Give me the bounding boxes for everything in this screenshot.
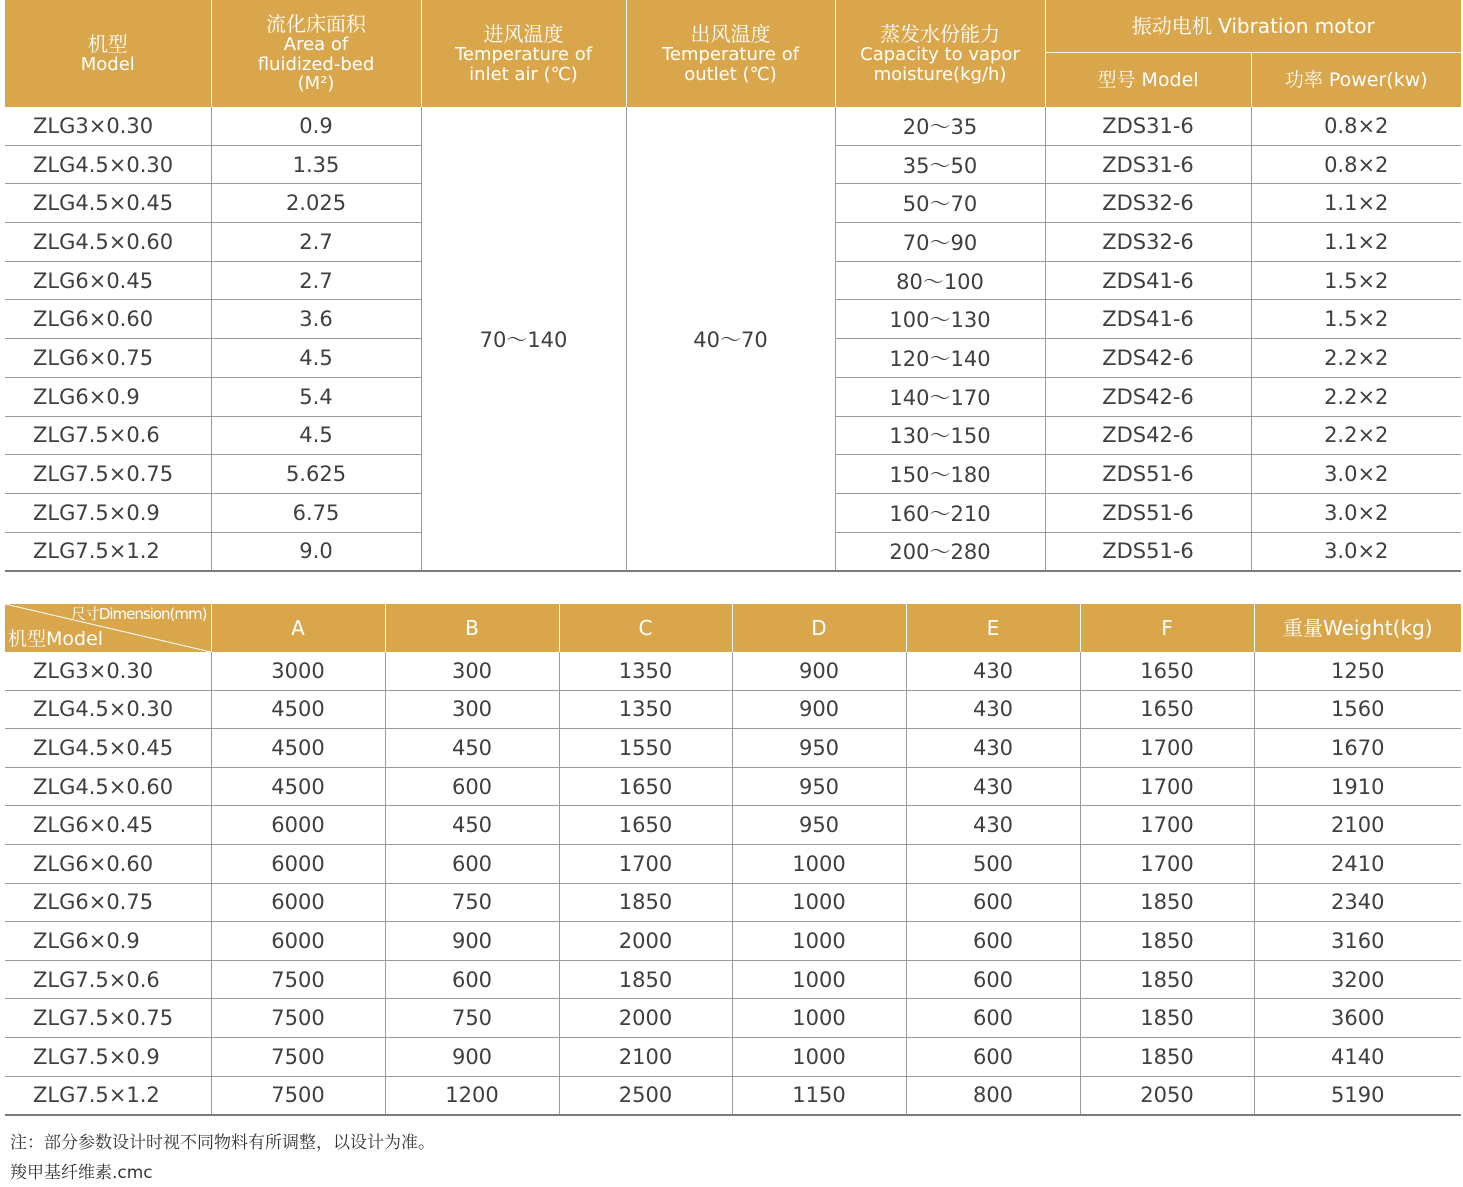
- cell-c: 1350: [559, 652, 732, 690]
- cell-motor-power: 1.5×2: [1251, 300, 1461, 339]
- cell-weight: 1670: [1254, 729, 1461, 768]
- table-row: [5, 1076, 1461, 1115]
- header-motor-power: 功率 Power(kw): [1251, 53, 1461, 108]
- cell-area: 0.9: [211, 107, 421, 145]
- cell-motor-power: 3.0×2: [1251, 532, 1461, 571]
- cell-motor-model: ZDS31-6: [1045, 107, 1251, 145]
- cell-e: 800: [906, 1076, 1080, 1115]
- table-row: [5, 767, 1461, 806]
- cell-area: 4.5: [211, 339, 421, 378]
- cell-a: 7500: [211, 1076, 385, 1115]
- cell-d: 1000: [732, 1037, 906, 1076]
- cell-model: ZLG4.5×0.45: [5, 729, 211, 768]
- cell-capacity: 130～150: [835, 416, 1045, 455]
- cell-area: 1.35: [211, 145, 421, 184]
- note-text: 注：部分参数设计时视不同物料有所调整，以设计为准。: [10, 1133, 435, 1153]
- cell-model: ZLG6×0.75: [5, 339, 211, 378]
- cell-e: 600: [906, 960, 1080, 999]
- cell-motor-model: ZDS32-6: [1045, 223, 1251, 262]
- cell-c: 1650: [559, 767, 732, 806]
- table-row: [5, 729, 1461, 768]
- cell-d: 1000: [732, 960, 906, 999]
- header-c: C: [559, 604, 732, 652]
- cell-f: 1850: [1080, 999, 1254, 1038]
- table-row: [5, 690, 1461, 729]
- cell-model: ZLG4.5×0.30: [5, 690, 211, 729]
- table-row: [5, 883, 1461, 922]
- cell-e: 430: [906, 767, 1080, 806]
- cell-model: ZLG4.5×0.60: [5, 223, 211, 262]
- cell-a: 6000: [211, 922, 385, 961]
- cell-capacity: 100～130: [835, 300, 1045, 339]
- cell-a: 4500: [211, 767, 385, 806]
- cell-weight: 2410: [1254, 844, 1461, 883]
- header-corner: [5, 604, 211, 652]
- header-weight: 重量Weight(kg): [1254, 604, 1461, 652]
- cell-motor-power: 1.5×2: [1251, 261, 1461, 300]
- cell-f: 1850: [1080, 960, 1254, 999]
- cell-weight: 3200: [1254, 960, 1461, 999]
- cell-model: ZLG7.5×1.2: [5, 532, 211, 571]
- cell-b: 600: [385, 844, 559, 883]
- cell-e: 600: [906, 1037, 1080, 1076]
- cell-weight: 4140: [1254, 1037, 1461, 1076]
- cell-capacity: 150～180: [835, 455, 1045, 494]
- cell-e: 600: [906, 883, 1080, 922]
- cell-weight: 1910: [1254, 767, 1461, 806]
- cell-motor-model: ZDS51-6: [1045, 493, 1251, 532]
- cell-model: ZLG4.5×0.60: [5, 767, 211, 806]
- header-model: 机型Model: [8, 628, 104, 651]
- cell-c: 1850: [559, 960, 732, 999]
- cell-e: 430: [906, 806, 1080, 845]
- cell-model: ZLG6×0.45: [5, 806, 211, 845]
- cell-capacity: 200～280: [835, 532, 1045, 571]
- cell-c: 1700: [559, 844, 732, 883]
- cell-a: 6000: [211, 806, 385, 845]
- cell-motor-power: 0.8×2: [1251, 107, 1461, 145]
- table-row: [5, 922, 1461, 961]
- note-caption: 羧甲基纤维素.cmc: [10, 1163, 153, 1183]
- cell-model: ZLG7.5×1.2: [5, 1076, 211, 1115]
- cell-c: 1850: [559, 883, 732, 922]
- cell-weight: 1560: [1254, 690, 1461, 729]
- cell-a: 7500: [211, 999, 385, 1038]
- cell-motor-model: ZDS31-6: [1045, 145, 1251, 184]
- cell-area: 5.4: [211, 377, 421, 416]
- cell-motor-power: 0.8×2: [1251, 145, 1461, 184]
- cell-c: 2000: [559, 999, 732, 1038]
- cell-model: ZLG3×0.30: [5, 107, 211, 145]
- cell-motor-power: 1.1×2: [1251, 184, 1461, 223]
- cell-f: 1700: [1080, 767, 1254, 806]
- cell-weight: 2100: [1254, 806, 1461, 845]
- cell-weight: 2340: [1254, 883, 1461, 922]
- cell-c: 1350: [559, 690, 732, 729]
- cell-area: 4.5: [211, 416, 421, 455]
- cell-motor-model: ZDS42-6: [1045, 339, 1251, 378]
- header-e: E: [906, 604, 1080, 652]
- cell-area: 5.625: [211, 455, 421, 494]
- cell-f: 1650: [1080, 652, 1254, 690]
- table-row: [5, 107, 1461, 145]
- cell-e: 430: [906, 729, 1080, 768]
- header-model: 机型 Model: [5, 0, 211, 107]
- cell-motor-model: ZDS41-6: [1045, 300, 1251, 339]
- cell-weight: 3160: [1254, 922, 1461, 961]
- cell-a: 4500: [211, 690, 385, 729]
- cell-model: ZLG4.5×0.30: [5, 145, 211, 184]
- cell-capacity: 20～35: [835, 107, 1045, 145]
- table-row: [5, 1037, 1461, 1076]
- cell-model: ZLG4.5×0.45: [5, 184, 211, 223]
- cell-motor-power: 2.2×2: [1251, 339, 1461, 378]
- cell-b: 750: [385, 883, 559, 922]
- cell-a: 3000: [211, 652, 385, 690]
- cell-model: ZLG7.5×0.6: [5, 416, 211, 455]
- cell-b: 450: [385, 729, 559, 768]
- cell-d: 950: [732, 767, 906, 806]
- cell-e: 600: [906, 922, 1080, 961]
- cell-d: 1000: [732, 922, 906, 961]
- cell-a: 4500: [211, 729, 385, 768]
- cell-motor-power: 2.2×2: [1251, 416, 1461, 455]
- cell-model: ZLG3×0.30: [5, 652, 211, 690]
- cell-c: 2100: [559, 1037, 732, 1076]
- cell-model: ZLG6×0.9: [5, 922, 211, 961]
- cell-capacity: 35～50: [835, 145, 1045, 184]
- spec-table: [5, 0, 1461, 572]
- cell-d: 1000: [732, 999, 906, 1038]
- cell-b: 900: [385, 1037, 559, 1076]
- cell-motor-power: 1.1×2: [1251, 223, 1461, 262]
- header-d: D: [732, 604, 906, 652]
- header-area: 流化床面积 Area of fluidized-bed (M²): [211, 0, 421, 107]
- cell-d: 1000: [732, 883, 906, 922]
- cell-model: ZLG6×0.45: [5, 261, 211, 300]
- cell-area: 2.7: [211, 223, 421, 262]
- cell-d: 950: [732, 806, 906, 845]
- cell-c: 1550: [559, 729, 732, 768]
- cell-c: 1650: [559, 806, 732, 845]
- cell-e: 600: [906, 999, 1080, 1038]
- cell-area: 2.025: [211, 184, 421, 223]
- cell-model: ZLG7.5×0.75: [5, 455, 211, 494]
- header-vibration-motor: 振动电机 Vibration motor: [1045, 0, 1461, 53]
- cell-d: 950: [732, 729, 906, 768]
- cell-area: 9.0: [211, 532, 421, 571]
- cell-d: 1000: [732, 844, 906, 883]
- cell-f: 1850: [1080, 922, 1254, 961]
- cell-outlet-temp: 40～70: [626, 107, 835, 571]
- cell-c: 2500: [559, 1076, 732, 1115]
- table-row: [5, 960, 1461, 999]
- cell-capacity: 120～140: [835, 339, 1045, 378]
- table-row: [5, 844, 1461, 883]
- cell-area: 6.75: [211, 493, 421, 532]
- cell-d: 1150: [732, 1076, 906, 1115]
- cell-b: 300: [385, 652, 559, 690]
- cell-b: 750: [385, 999, 559, 1038]
- cell-area: 3.6: [211, 300, 421, 339]
- header-b: B: [385, 604, 559, 652]
- cell-b: 900: [385, 922, 559, 961]
- header-a: A: [211, 604, 385, 652]
- cell-e: 430: [906, 690, 1080, 729]
- cell-capacity: 70～90: [835, 223, 1045, 262]
- cell-d: 900: [732, 652, 906, 690]
- cell-capacity: 140～170: [835, 377, 1045, 416]
- header-capacity: 蒸发水份能力 Capacity to vapor moisture(kg/h): [835, 0, 1045, 107]
- cell-b: 600: [385, 960, 559, 999]
- cell-motor-power: 2.2×2: [1251, 377, 1461, 416]
- table-row: [5, 806, 1461, 845]
- cell-f: 1850: [1080, 883, 1254, 922]
- cell-b: 1200: [385, 1076, 559, 1115]
- cell-f: 1850: [1080, 1037, 1254, 1076]
- cell-capacity: 80～100: [835, 261, 1045, 300]
- cell-inlet-temp: 70～140: [421, 107, 626, 571]
- cell-area: 2.7: [211, 261, 421, 300]
- cell-model: ZLG7.5×0.6: [5, 960, 211, 999]
- cell-motor-power: 3.0×2: [1251, 455, 1461, 494]
- cell-model: ZLG6×0.60: [5, 300, 211, 339]
- cell-model: ZLG7.5×0.75: [5, 999, 211, 1038]
- cell-b: 600: [385, 767, 559, 806]
- cell-motor-power: 3.0×2: [1251, 493, 1461, 532]
- cell-b: 450: [385, 806, 559, 845]
- cell-b: 300: [385, 690, 559, 729]
- cell-motor-model: ZDS51-6: [1045, 455, 1251, 494]
- cell-motor-model: ZDS51-6: [1045, 532, 1251, 571]
- cell-model: ZLG6×0.75: [5, 883, 211, 922]
- cell-f: 1700: [1080, 729, 1254, 768]
- cell-d: 900: [732, 690, 906, 729]
- header-outlet-temp: 出风温度 Temperature of outlet (℃): [626, 0, 835, 107]
- cell-capacity: 160～210: [835, 493, 1045, 532]
- cell-a: 7500: [211, 960, 385, 999]
- cell-model: ZLG7.5×0.9: [5, 493, 211, 532]
- cell-weight: 5190: [1254, 1076, 1461, 1115]
- header-dimension: 尺寸Dimension(mm): [70, 605, 207, 623]
- cell-motor-model: ZDS42-6: [1045, 416, 1251, 455]
- cell-motor-model: ZDS42-6: [1045, 377, 1251, 416]
- cell-a: 7500: [211, 1037, 385, 1076]
- cell-motor-model: ZDS41-6: [1045, 261, 1251, 300]
- cell-a: 6000: [211, 883, 385, 922]
- table-row: [5, 652, 1461, 690]
- header-inlet-temp: 进风温度 Temperature of inlet air (℃): [421, 0, 626, 107]
- cell-f: 1700: [1080, 806, 1254, 845]
- table-row: [5, 999, 1461, 1038]
- cell-e: 500: [906, 844, 1080, 883]
- cell-capacity: 50～70: [835, 184, 1045, 223]
- cell-f: 1700: [1080, 844, 1254, 883]
- cell-f: 1650: [1080, 690, 1254, 729]
- cell-weight: 3600: [1254, 999, 1461, 1038]
- cell-e: 430: [906, 652, 1080, 690]
- cell-a: 6000: [211, 844, 385, 883]
- cell-model: ZLG6×0.60: [5, 844, 211, 883]
- cell-motor-model: ZDS32-6: [1045, 184, 1251, 223]
- cell-c: 2000: [559, 922, 732, 961]
- dimension-table: [5, 604, 1461, 1116]
- cell-weight: 1250: [1254, 652, 1461, 690]
- cell-f: 2050: [1080, 1076, 1254, 1115]
- header-f: F: [1080, 604, 1254, 652]
- cell-model: ZLG7.5×0.9: [5, 1037, 211, 1076]
- cell-model: ZLG6×0.9: [5, 377, 211, 416]
- header-motor-model: 型号 Model: [1045, 53, 1251, 108]
